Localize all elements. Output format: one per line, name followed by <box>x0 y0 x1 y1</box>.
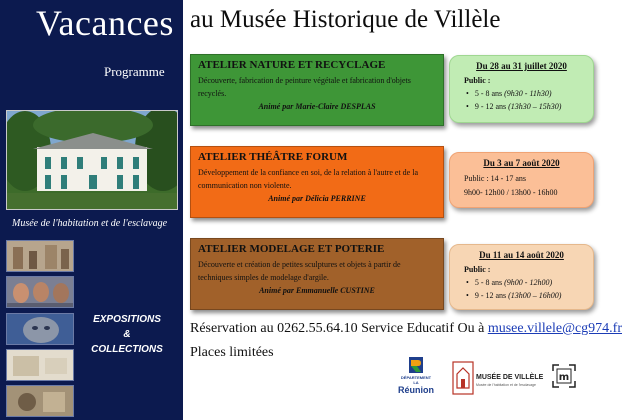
m-logo-icon <box>551 363 577 389</box>
public-line: Public : 14 - 17 ans <box>464 174 526 183</box>
public-label: Public : <box>464 265 491 274</box>
museum-caption: Musée de l'habitation et de l'esclavage <box>12 218 168 229</box>
collection-thumb <box>6 349 74 381</box>
reunion-department-logo: DÉPARTEMENT LA Réunion <box>398 357 434 397</box>
sidebar <box>0 0 183 420</box>
age-group-item: • 9 - 12 ans (13h00 – 16h00) <box>466 289 585 302</box>
workshop-name: ATELIER NATURE ET RECYCLAGE <box>198 59 386 71</box>
age-group-item: • 5 - 8 ans (9h00 - 12h00) <box>466 276 585 289</box>
age-group-list <box>466 87 585 113</box>
workshop-modelage-poterie <box>190 238 444 310</box>
program-label: Programme <box>104 64 165 79</box>
workshop-dates-poterie <box>449 244 594 310</box>
m-logo <box>551 363 577 389</box>
reunion-emblem-icon <box>398 357 434 375</box>
workshop-host: Animé par Emmanuelle CUSTINE <box>259 286 375 295</box>
workshop-description: Découverte, fabrication de peinture végétale et fabrication d'objets recyclés. <box>198 76 411 98</box>
age-group-item: • 9 - 12 ans (13h30 – 15h30) <box>466 100 585 113</box>
reservation-text: Réservation au 0262.55.64.10 Service Educatif Ou à <box>190 321 488 336</box>
workshop-dates-theatre <box>449 152 594 208</box>
workshop-dates-nature <box>449 55 594 123</box>
dates-title: Du 3 au 7 août 2020 <box>483 158 560 168</box>
workshop-description: Développement de la confiance en soi, de la relation à l'autre et de la communication non violente. <box>198 168 419 190</box>
age-group-item: • 5 - 8 ans (9h30 - 11h30) <box>466 87 585 100</box>
collection-thumb <box>6 276 74 308</box>
workshop-host: Animé par Délicia PERRINE <box>268 194 366 203</box>
collection-thumb <box>6 385 74 417</box>
workshop-theatre-forum <box>190 146 444 218</box>
age-group-list <box>466 276 585 302</box>
dates-title: Du 11 au 14 août 2020 <box>479 250 564 260</box>
expositions-collections-label: EXPOSITIONS & COLLECTIONS <box>91 314 163 355</box>
schedule-line: 9h00- 12h00 / 13h00 - 16h00 <box>464 188 558 197</box>
workshop-host: Animé par Marie-Claire DESPLAS <box>258 102 376 111</box>
collection-thumb <box>6 313 74 345</box>
collection-thumb <box>6 240 74 272</box>
villele-emblem-icon <box>452 360 474 396</box>
musee-villele-logo: MUSÉE DE VILLÈLE Musée de l'habitation et de l'esclavage <box>452 360 538 398</box>
email-link[interactable]: musee.villele@cg974.fr <box>487 321 622 336</box>
reservation-info <box>190 321 622 337</box>
workshop-nature-recyclage <box>190 54 444 126</box>
brand-title: Vacances <box>36 3 174 43</box>
public-label: Public : <box>464 76 491 85</box>
dates-title: Du 28 au 31 juillet 2020 <box>476 61 567 71</box>
page-title: au Musée Historique de Villèle <box>190 6 501 33</box>
places-limitees: Places limitées <box>190 345 274 360</box>
workshop-name: ATELIER MODELAGE ET POTERIE <box>198 243 385 255</box>
museum-photo <box>6 110 178 210</box>
workshop-description: Découverte et création de petites sculptures et objets à partir de techniques simples de modelage d'argile. <box>198 260 401 282</box>
svg-text:m: m <box>558 372 570 383</box>
workshop-name: ATELIER THÉÂTRE FORUM <box>198 151 348 163</box>
